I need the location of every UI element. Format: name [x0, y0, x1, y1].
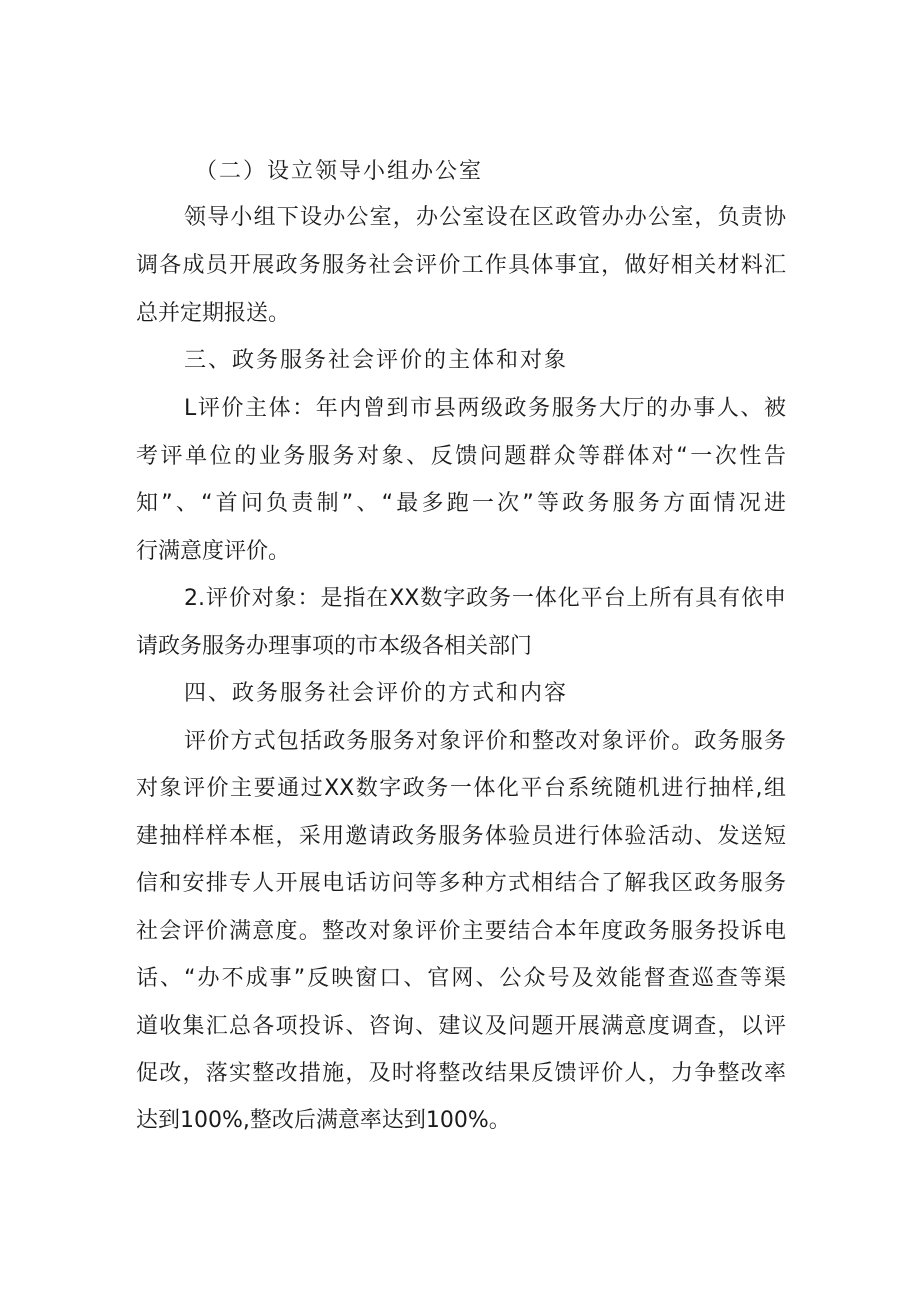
- paragraph-method-line: 道收集汇总各项投诉、咨询、建议及问题开展满意度调查，以评: [136, 1014, 786, 1039]
- paragraph-subject-line: 行满意度评价。: [136, 539, 291, 564]
- paragraph-subject-line: 知”、“首问负责制”、“最多跑一次”等政务服务方面情况进: [136, 491, 786, 516]
- paragraph-subject-line: L评价主体：年内曾到市县两级政务服务大厅的办事人、被: [184, 396, 786, 421]
- paragraph-method-line: 信和安排专人开展电话访问等多种方式相结合了解我区政务服务: [136, 871, 786, 896]
- heading-4: 四、政务服务社会评价的方式和内容: [184, 681, 569, 706]
- paragraph-method-line: 达到100%,整改后满意率达到100%。: [136, 1108, 511, 1133]
- paragraph-method-line: 促改，落实整改措施，及时将整改结果反馈评价人，力争整改率: [136, 1061, 786, 1086]
- section-2-title: （二）设立领导小组办公室: [195, 159, 484, 184]
- heading-3: 三、政务服务社会评价的主体和对象: [184, 348, 569, 373]
- paragraph-office-line: 调各成员开展政务服务社会评价工作具体事宜，做好相关材料汇: [136, 253, 786, 278]
- paragraph-object-line: 请政务服务办理事项的市本级各相关部门: [136, 634, 533, 659]
- paragraph-office-line: 总并定期报送。: [136, 301, 291, 326]
- paragraph-method-line: 社会评价满意度。整改对象评价主要结合本年度政务服务投诉电: [136, 919, 786, 944]
- paragraph-method-line: 对象评价主要通过XX数字政务一体化平台系统随机进行抽样,组: [136, 776, 786, 801]
- paragraph-method-line: 话、“办不成事”反映窗口、官网、公众号及效能督查巡查等渠: [136, 966, 786, 991]
- paragraph-method-line: 评价方式包括政务服务对象评价和整改对象评价。政务服务: [184, 729, 786, 754]
- paragraph-subject-line: 考评单位的业务服务对象、反馈问题群众等群体对“一次性告: [136, 444, 786, 469]
- paragraph-method-line: 建抽样样本框，采用邀请政务服务体验员进行体验活动、发送短: [136, 824, 786, 849]
- paragraph-object-line: 2.评价对象：是指在XX数字政务一体化平台上所有具有依申: [184, 586, 786, 611]
- paragraph-office-line: 领导小组下设办公室，办公室设在区政管办办公室，负责协: [184, 205, 786, 230]
